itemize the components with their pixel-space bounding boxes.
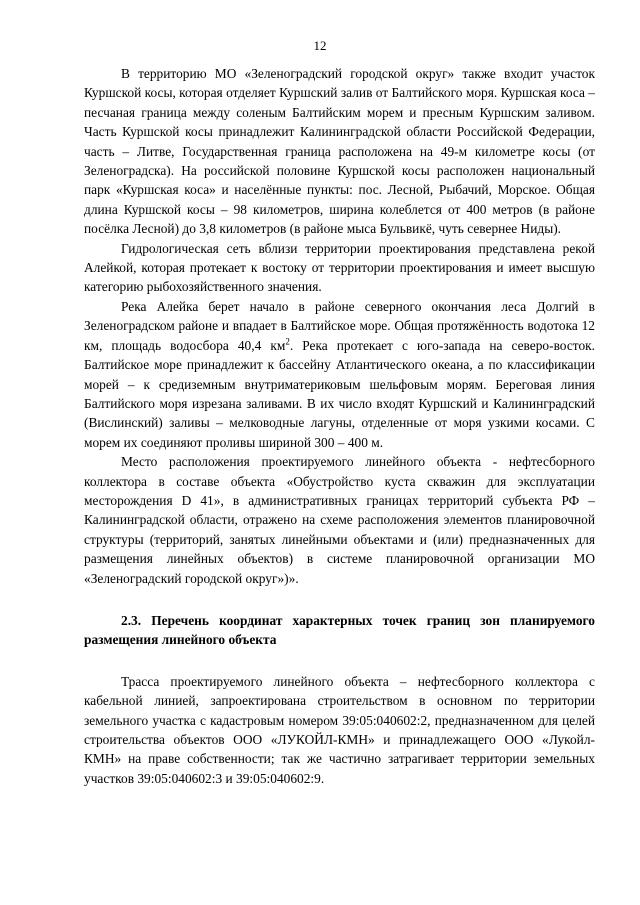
paragraph-hydrology: Гидрологическая сеть вблизи территории проектирования представлена рекой Алейкой, которая протекает к востоку от территории проектирования и имеет высшую категорию рыбохозяйственного значения. [84,240,595,295]
paragraph-route: Трасса проектируемого линейного объекта – нефтесборного коллектора с кабельной линией, запроектирована строительством в основном по территории земельного участка с кадастровым номером 39:05:040602:2, предназначенном для целей строительства объектов ООО «ЛУКОЙЛ-КМН» и принадлежащего ООО «Лукойл-КМН» на праве собственности; так же частично затрагивает территории земельных участков 39:05:040602:3 и 39:05:040602:9. [84,673,595,786]
paragraph-river-aleyka [84,297,595,452]
paragraph-kurshskaya-kosa: В территорию МО «Зеленоградский городской округ» также входит участок Куршской косы, которая отделяет Куршский залив от Балтийского моря. Куршская коса – песчаная граница между соленым Балтийским морем и пресным Куршским заливом. Часть Куршской косы принадлежит Калининградской области Российской Федерации, часть – Литве, Государственная граница расположена на 49-м километре косы (от Зеленоградска). На российской половине Куршской косы расположен национальный парк «Куршская коса» и населённые пункты: пос. Лесной, Рыбачий, Морское. Общая длина Куршской косы – 98 километров, ширина колеблется от 400 метров (в районе посёлка Лесной) до 3,8 километров (в районе мыса Бульвикё, чуть севернее Ниды). [84,66,595,237]
spacer [84,588,595,611]
river-text-after: . Река протекает с юго-запада на северо-восток. Балтийское море принадлежит к бассейну Атлантического океана, а по классификации морей – к средиземным внутриматериковым шельфовым морям. Береговая линия Балтийского моря изрезана заливами. В их число входят Куршский и Калининградский (Вислинский) заливы – мелководные лагуны, отделенные от моря узкими косами. С морем их соединяют проливы шириной 300 – 400 м. [84,337,595,450]
page-number: 12 [313,38,327,53]
paragraph-location: Место расположения проектируемого линейного объекта - нефтесборного коллектора в составе объекта «Обустройство куста скважин для эксплуатации месторождения D 41», в административных границах территорий субъекта РФ – Калининградской области, отражено на схеме расположения элементов планировочной структуры (территорий, занятых линейными объектами и (или) предназначенных для размещения линейных объектов) в системе планировочной организации МО «Зеленоградский городской округ»)». [84,454,595,586]
section-heading: 2.3. Перечень координат характерных точек границ зон планируемого размещения линейного объекта [84,612,595,648]
body-text [84,64,595,788]
river-area-superscript: 2 [285,336,290,347]
spacer [84,650,595,672]
river-text-before: Река Алейка берет начало в районе северного окончания леса Долгий в Зеленоградском районе и впадает в Балтийское море. Общая протяжённость водотока 12 км, площадь водосбора 40,4 км [84,298,595,353]
